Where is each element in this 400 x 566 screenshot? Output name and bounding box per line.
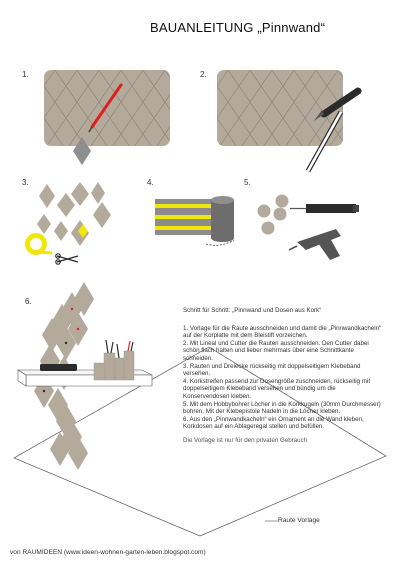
instruction-step-3: 3. Rauten und Dreiecke rückseitig mit doppelseitigem Klebeband versehen. <box>183 362 361 378</box>
step4-illustration <box>155 196 234 245</box>
step5-illustration <box>258 195 360 261</box>
instruction-step-4: 4. Korkstreifen passend zur Dosengröße zuschneiden, rückseitig mit doppelseitigem Klebeband versehen und bündig um die Konservendosen kleben. <box>183 377 371 400</box>
step1-illustration <box>44 70 170 165</box>
step2-illustration <box>217 70 358 171</box>
usage-note: Die Vorlage ist nur für den privaten Gebrauch <box>183 436 308 444</box>
tape-roll-icon <box>28 236 53 254</box>
template-label: Raute Vorlage <box>278 517 320 524</box>
step-number-3: 3. <box>22 178 29 187</box>
step3-illustration <box>28 182 112 264</box>
step-number-6: 6. <box>25 297 32 306</box>
instruction-step-5: 5. Mit dem Hobbybohrer Löcher in die Korkkugeln (30mm Durchmesser) bohren. Mit der Klebepistole Nadeln in die Löcher kleben. <box>183 400 381 416</box>
step-number-2: 2. <box>200 70 207 79</box>
glue-gun-icon <box>289 229 341 260</box>
scissors-icon <box>56 254 78 264</box>
step-number-4: 4. <box>147 178 154 187</box>
step-number-5: 5. <box>244 178 251 187</box>
instruction-step-1: 1. Vorlage für die Raute ausschneiden und damit die „Pinnwandkacheln“ auf der Korplatte mit dem Bleistift vorzeichen. <box>183 324 382 340</box>
instruction-step-6: 6. Aus den „Pinnwandkacheln“ ein Ornament an die Wand kleben, Korkdosen auf ein Ablageregal stellen und befüllen. <box>183 415 364 431</box>
cork-cans <box>94 340 134 380</box>
instructions <box>183 307 383 445</box>
instruction-step-2: 2. Mit Lineal und Cutter die Rauten ausschneiden. Den Cutter dabei schön flach halten und lieber mehrmals über eine Schnittkante schneiden. <box>183 339 369 362</box>
instructions-heading: Schritt für Schritt: „Pinnwand und Dosen aus Kork“ <box>183 307 322 314</box>
drill-icon <box>290 204 359 213</box>
step-number-1: 1. <box>22 70 29 79</box>
page-title: BAUANLEITUNG „Pinnwand“ <box>150 20 326 35</box>
footer-credit: von RAUMIDEEN (www.ideen-wohnen-garten-leben.blogspot.com) <box>10 549 206 556</box>
